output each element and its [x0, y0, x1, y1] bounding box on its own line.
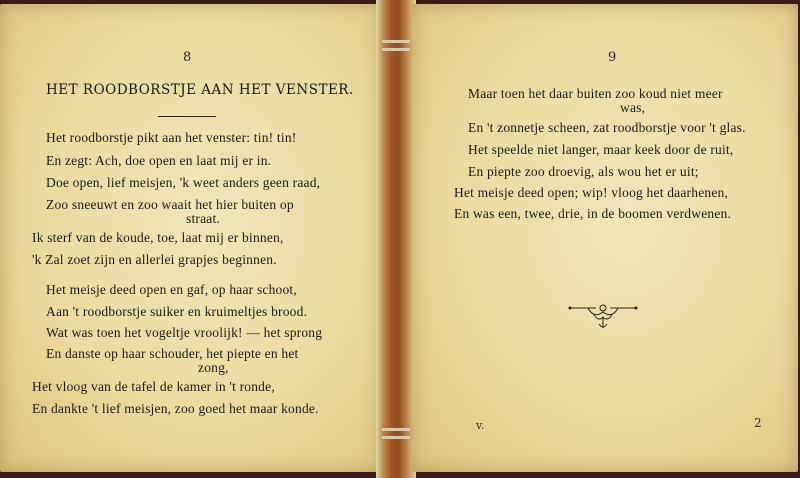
poem-line: Maar toen het daar buiten zoo koud niet meer — [468, 86, 723, 101]
poem-line: Het meisje deed open; wip! vloog het daarhenen, — [454, 185, 729, 200]
binding-thread — [382, 48, 410, 51]
poem-line: Het speelde niet langer, maar keek door de ruit, — [468, 142, 734, 157]
poem-line: Het vloog van de tafel de kamer in 't ronde, — [32, 379, 275, 394]
binding-thread — [382, 436, 410, 439]
poem-line: Wat was toen het vogeltje vroolijk! — het sprong — [46, 325, 323, 340]
poem-line: Ik sterf van de koude, toe, laat mij er binnen, — [32, 230, 284, 245]
poem-line: En was een, twee, drie, in de boomen verdwenen. — [454, 206, 732, 221]
poem-line: zong, — [198, 360, 229, 375]
poem-line: En dankte 't lief meisjen, zoo goed het maar konde. — [32, 401, 319, 416]
poem-line: 'k Zal zoet zijn en allerlei grapjes beginnen. — [32, 252, 277, 267]
poem-line: En zegt: Ach, doe open en laat mij er in. — [46, 153, 272, 168]
poem-line: was, — [620, 100, 646, 115]
fleuron-ornament-icon — [568, 300, 638, 340]
poem-line: Het roodborstje pikt aan het venster: tin! tin! — [46, 130, 297, 145]
left-page — [0, 4, 380, 472]
binding-thread — [382, 40, 410, 43]
signature-mark: v. — [476, 419, 485, 432]
right-page-number: 9 — [608, 50, 617, 65]
poem-line: En danste op haar schouder, het piepte en het — [46, 346, 299, 361]
poem-line: Aan 't roodborstje suiker en kruimeltjes brood. — [46, 304, 308, 319]
signature-number: 2 — [754, 416, 762, 430]
title-divider — [158, 116, 216, 117]
poem-line: Zoo sneeuwt en zoo waait het hier buiten op — [46, 197, 294, 212]
binding-thread — [382, 428, 410, 431]
poem-line: Het meisje deed open en gaf, op haar schoot, — [46, 282, 297, 297]
left-page-number: 8 — [183, 50, 192, 65]
poem-line: straat. — [186, 211, 221, 226]
book-spine — [376, 0, 416, 478]
right-page — [412, 4, 798, 472]
poem-line: En piepte zoo droevig, als wou het er uit; — [468, 164, 699, 179]
poem-title: HET ROODBORSTJE AAN HET VENSTER. — [46, 82, 354, 98]
poem-line: Doe open, lief meisjen, 'k weet anders geen raad, — [46, 175, 321, 190]
poem-line: En 't zonnetje scheen, zat roodborstje voor 't glas. — [468, 120, 746, 135]
